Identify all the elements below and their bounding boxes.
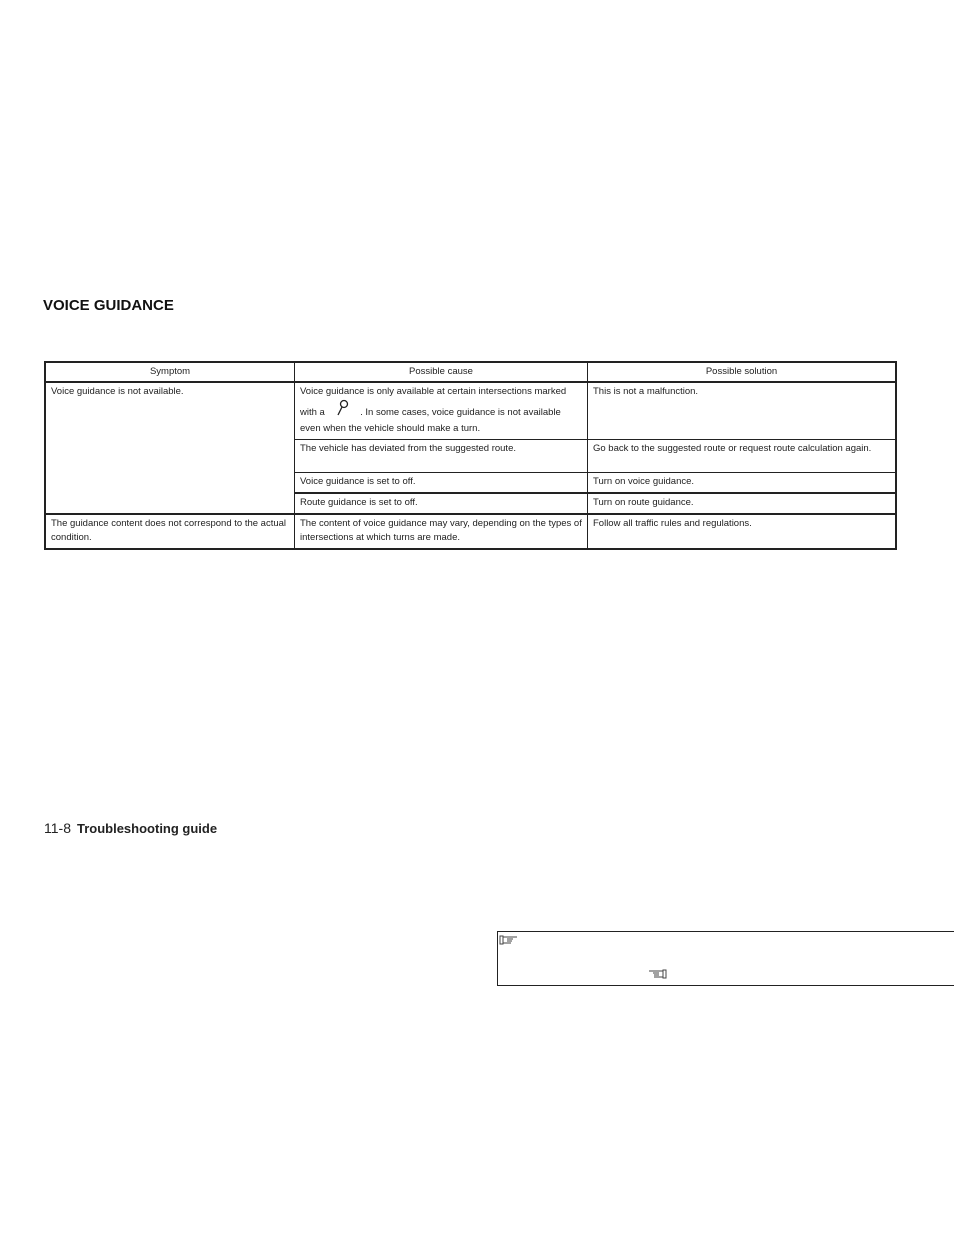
- pointing-hand-left-icon: [648, 968, 668, 980]
- cause-cell: The content of voice guidance may vary, depending on the types of intersections at which turns are made.: [295, 514, 588, 549]
- cause-text: Voice guidance is only available at certain intersections marked with a: [300, 386, 567, 418]
- table-row: [45, 514, 896, 549]
- page-number: 11-8: [44, 820, 71, 836]
- pointing-hand-right-icon: [499, 934, 519, 946]
- section-title: VOICE GUIDANCE: [43, 297, 174, 314]
- solution-cell: Turn on route guidance.: [588, 493, 897, 514]
- solution-cell: Follow all traffic rules and regulations.: [588, 514, 897, 549]
- table-row: [45, 382, 896, 440]
- header-cause: Possible cause: [295, 362, 588, 382]
- symptom-cell: The guidance content does not correspond to the actual condition.: [45, 514, 295, 549]
- reference-box: [497, 931, 954, 986]
- solution-cell: Turn on voice guidance.: [588, 473, 897, 494]
- cause-cell: The vehicle has deviated from the suggested route.: [295, 440, 588, 473]
- cause-cell: Route guidance is set to off.: [295, 493, 588, 514]
- solution-cell: Go back to the suggested route or request route calculation again.: [588, 440, 897, 473]
- table-header-row: [45, 362, 896, 382]
- voice-guidance-table: [44, 361, 897, 550]
- symptom-cell: Voice guidance is not available.: [45, 382, 295, 514]
- cause-cell: Voice guidance is set to off.: [295, 473, 588, 494]
- page-footer: [44, 820, 217, 836]
- voice-guidance-marker-icon: [327, 399, 357, 422]
- header-solution: Possible solution: [588, 362, 897, 382]
- solution-cell: This is not a malfunction.: [588, 382, 897, 440]
- cause-cell: [295, 382, 588, 440]
- header-symptom: Symptom: [45, 362, 295, 382]
- chapter-title: Troubleshooting guide: [76, 821, 218, 836]
- cause-text: . In some cases, voice guidance is not available even when the vehicle should make a turn.: [300, 407, 561, 434]
